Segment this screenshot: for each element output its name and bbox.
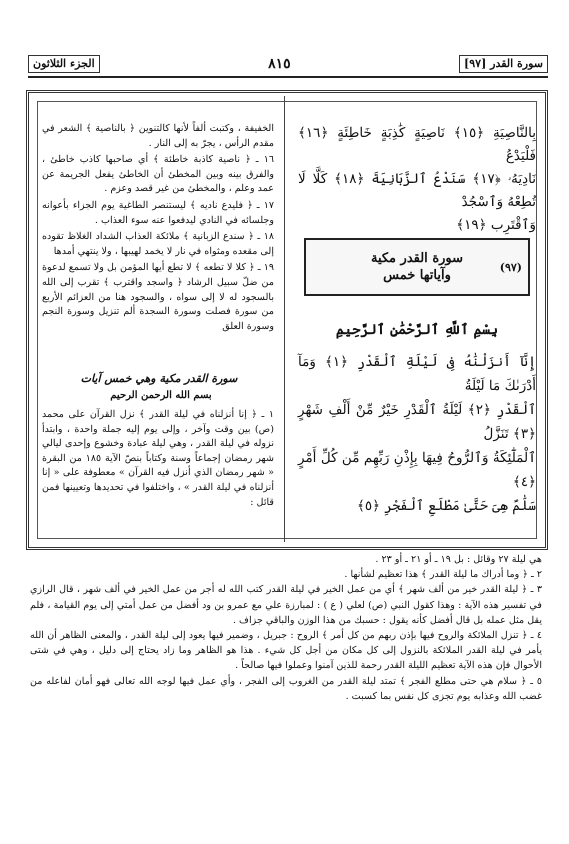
quran-line: بِالنَّاصِيَةِ ﴿١٥﴾ نَاصِيَةٍ كَٰذِبَةٍ خَاطِئَةٍ ﴿١٦﴾ فَلْيَدْعُ [298, 125, 536, 164]
commentary-paragraph: ١٧ ـ ﴿ فليدع ناديه ﴾ ليستنصر الطاغية يوم الجزاء بأعوانه وجلسائه في النادي ليدفعوا عنه سوء العذاب . [42, 199, 274, 226]
page-number: ٨١٥ [268, 56, 291, 72]
quran-line: إِنَّآ أَنزَلْنَٰهُ فِى لَيْلَةِ ٱلْقَدْرِ ﴿١﴾ وَمَآ أَدْرَىٰكَ مَا لَيْلَةُ [298, 354, 536, 394]
commentary-paragraph: ١ ـ ﴿ إنا أنزلناه في ليلة القدر ﴾ نزل القرآن على محمد (ص) بين وقت وآخر ، وإلى يوم إليه جملة واحدة ، وابتدأ نزوله في ليلة القدر ، وهي ليلة عبادة وخشوع وإحدى ليالي شهر رمضان إجماعاً وسنة وكتاباً بنصّ الآية ١٨٥ من البقرة « شهر رمضان الذي أنزل فيه القرآن » معطوفة على « إنا أنزلناه في ليلة القدر » ، واختلفوا في تحديدها وتعيينها فمن قائل : [42, 409, 275, 508]
page-header [28, 52, 548, 78]
commentary-paragraph: الخفيفة ، وكتبت ألفاً لأنها كالتنوين ﴿ بالناصية ﴾ الشعر في مقدم الرأس ، يجرّ به إلى النار . [42, 123, 274, 149]
commentary-paragraph: ١٩ ـ ﴿ كلا لا تطعه ﴾ لا تطع أيها المؤمن بل ولا تسمع لدعوة من ضلّ سبيل الرشاد ﴿ واسجد واقترب ﴾ تقرب إلى الله بالسجود له لا إلى سواه ، والسجود هنا من العزائم الأربع من سورة فصلت وسورة السجدة ألم تنزيل وسورة النجم وسورة العلق [42, 262, 274, 332]
quran-verses-bottom [298, 350, 536, 518]
commentary-paragraph: ١٨ ـ ﴿ سندع الزبانية ﴾ ملائكة العذاب الشداد الغلاظ تقوده إلى مقعده ومثواه في نار لا يخمد لهيبها ، ولا ينتهي أمدها [42, 231, 274, 257]
quran-line: سَلَٰمٌ هِىَ حَتَّىٰ مَطْلَعِ ٱلْفَجْرِ ﴿٥﴾ [356, 498, 536, 514]
surah-number: (٩٧) [499, 260, 522, 274]
quran-line: ٱلْمَلَٰٓئِكَةُ وَٱلرُّوحُ فِيهَا بِإِذْنِ رَبِّهِم مِّن كُلِّ أَمْرٍ ﴿٤﴾ [298, 450, 536, 490]
quran-line: وَٱقْتَرِب ﴿١٩﴾ [456, 217, 536, 233]
commentary-paragraph: ٤ ـ ﴿ تنزل الملائكة والروح فيها بإذن ربهم من كل أمر ﴾ الروح : جبريل ، وضمير فيها يعود إلى ليلة القدر ، والمعنى الظاهر أن الله يأمر في ليلة القدر الملائكة بالنزول إلى كل مكان من أجل كل شيء . هذا هو الظاهر وما زاد يحتاج إلى دليل ، وهي في شتى الأحوال فإن هذه الآية تعظيم الليلة القدر رحمة للذين آمنوا وعملوا فيها صالحاً . [30, 630, 542, 672]
commentary-paragraph: ١٦ ـ ﴿ ناصية كاذبة خاطئة ﴾ أي صاحبها كاذب خاطئ ، والفرق بينه وبين المخطئ أن الخاطئ يفعل الجريمة عن عمد وعلم ، والمخطئ من غير قصد وعزم . [42, 154, 274, 195]
surah-title-box [304, 238, 530, 296]
commentary-bottom [42, 408, 274, 510]
surah-name-label: سورة القدر [٩٧] [459, 55, 548, 73]
commentary-surah-heading: سورة القدر مكية وهي خمس آيات [80, 372, 238, 385]
quran-line: نَادِيَهُۥ ﴿١٧﴾ سَنَدْعُ ٱلزَّبَانِيَةَ ﴿١٨﴾ كَلَّا لَا تُطِعْهُ وَٱسْجُدْ [298, 171, 536, 210]
commentary-basmala: بسم الله الرحمن الرحيم [110, 390, 212, 401]
commentary-paragraph: ٢ ـ ﴿ وما أدراك ما ليلة القدر ﴾ هذا تعظيم لشأنها . [344, 569, 542, 581]
lower-commentary [30, 552, 542, 704]
commentary-paragraph: ٣ ـ ﴿ ليلة القدر خير من ألف شهر ﴾ أي من عمل الخير في ليلة القدر كتب الله له أجر من عمل الخير في ألف شهر ، قال الرازي في تفسير هذه الآية : وهذا كقول النبي (ص) لعلي ( ع ) : لمبارزة علي مع عمرو بن ود أفضل من عمل أمتي إلى يوم القيامة ، فلم يقل مثل عمله بل قال أفضل كأنه يقول : حسبك من هذا الوزن والباقي جزاف . [30, 584, 542, 626]
commentary-top [42, 122, 274, 336]
quran-verses-top [298, 122, 536, 237]
quran-line: ٱلْقَدْرِ ﴿٢﴾ لَيْلَةُ ٱلْقَدْرِ خَيْرٌ مِّنْ أَلْفِ شَهْرٍ ﴿٣﴾ تَنَزَّلُ [298, 402, 536, 442]
surah-verse-count: وآياتها خمس [383, 268, 451, 283]
commentary-paragraph: ٥ ـ ﴿ سلام هي حتى مطلع الفجر ﴾ تمتد ليلة القدر من الغروب إلى الفجر ، وأي عمل فيها لوجه الله تعالى فهو أمان لفاعله من غضب الله وعذابه يوم تجزى كل نفس بما كسبت . [30, 675, 542, 702]
basmala: بِسْمِ ٱللَّهِ ٱلرَّحْمَٰنِ ٱلرَّحِيمِ [335, 322, 499, 338]
commentary-paragraph: هي ليلة ٢٧ وقائل : بل ١٩ ـ أو ٢١ ـ أو ٢٣ . [375, 554, 542, 565]
surah-title-line: سورة القدر مكية [370, 251, 464, 266]
surah-title [371, 250, 463, 284]
juz-label: الجزء الثلاثون [28, 55, 100, 73]
column-divider [284, 96, 285, 542]
